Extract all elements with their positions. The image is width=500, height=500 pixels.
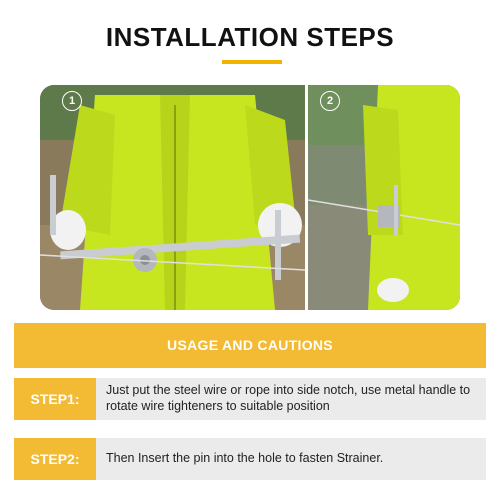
title-underline <box>222 60 282 64</box>
step-2-number-badge: 2 <box>320 91 340 111</box>
step-1-label: STEP1: <box>14 378 96 420</box>
step-row-2 <box>14 438 486 480</box>
photo-panel <box>40 85 460 310</box>
photo-step-1-illustration <box>40 85 305 310</box>
usage-and-cautions-label: USAGE AND CAUTIONS <box>167 337 333 353</box>
step-1-text: Just put the steel wire or rope into side notch, use metal handle to rotate wire tighteners to suitable position <box>106 383 471 413</box>
photo-step-2-illustration <box>308 85 460 310</box>
step-row-1 <box>14 378 486 420</box>
page-title: INSTALLATION STEPS <box>105 22 395 52</box>
step-1-number-badge: 1 <box>62 91 82 111</box>
header <box>0 0 500 80</box>
step-2-label: STEP2: <box>14 438 96 480</box>
usage-and-cautions-banner <box>14 323 486 368</box>
photo-step-1 <box>40 85 305 310</box>
photo-step-2 <box>308 85 460 310</box>
step-2-text: Then Insert the pin into the hole to fasten Strainer. <box>106 451 384 466</box>
